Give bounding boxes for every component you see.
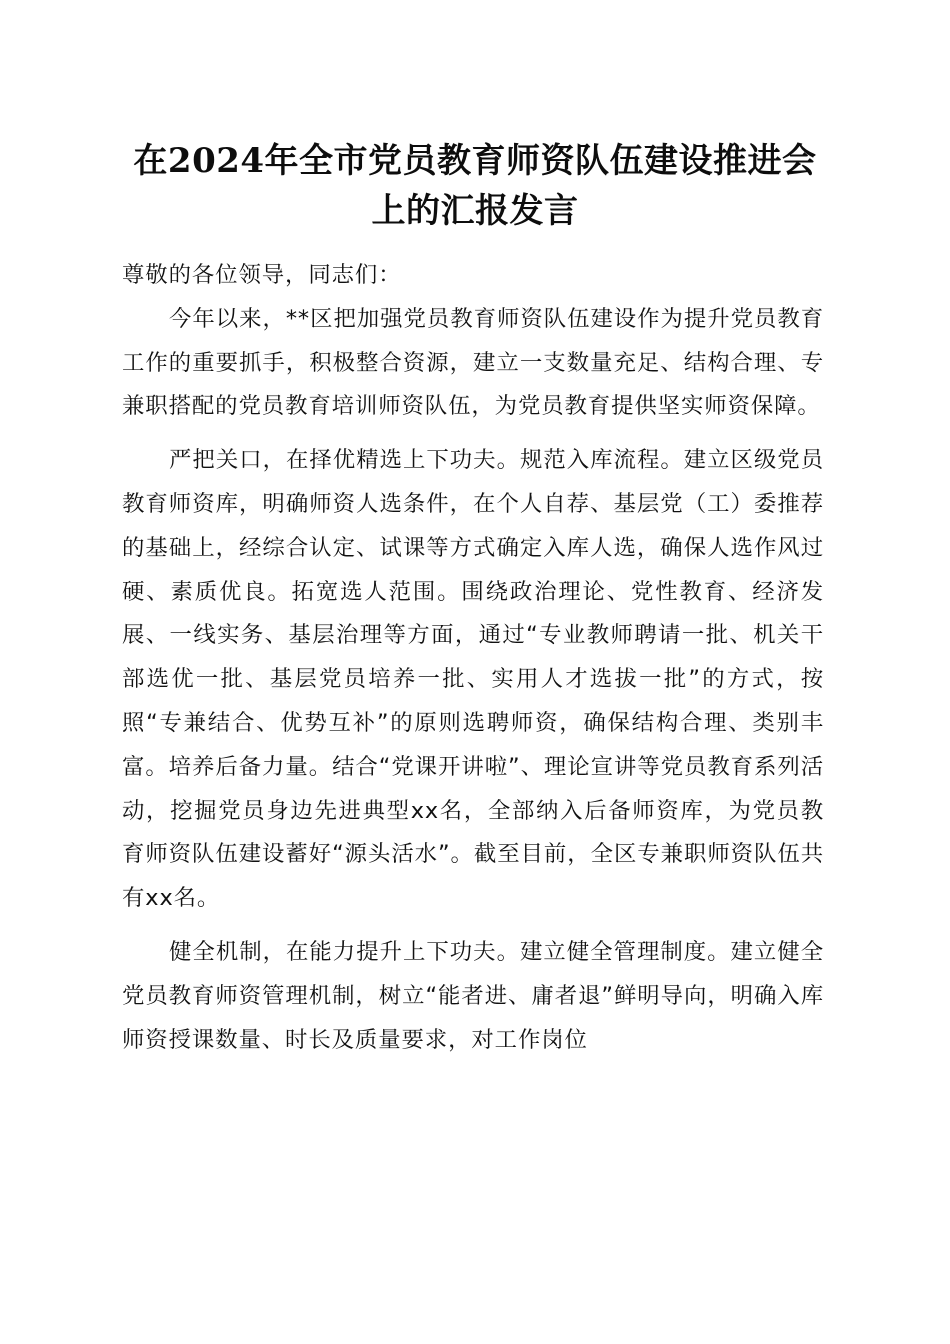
salutation: 尊敬的各位领导，同志们： — [122, 262, 402, 288]
title-line-2: 上的汇报发言 — [371, 191, 579, 231]
title-line-1: 在2024年全市党员教育师资队伍建设推进会 — [133, 141, 817, 181]
document-body — [122, 254, 824, 1062]
paragraph-intro: 今年以来，**区把加强党员教育师资队伍建设作为提升党员教育工作的重要抓手，积极整合资源，建立一支数量充足、结构合理、专兼职搭配的党员教育培训师资队伍，为党员教育提供坚实师资保障。 — [122, 305, 824, 420]
document-title — [110, 136, 840, 236]
paragraph-selection: 严把关口，在择优精选上下功夫。规范入库流程。建立区级党员教育师资库，明确师资人选条件，在个人自荐、基层党（工）委推荐的基础上，经综合认定、试课等方式确定入库人选，确保人选作风过硬、素质优良。拓宽选人范围。围绕政治理论、党性教育、经济发展、一线实务、基层治理等方面，通过“专业教师聘请一批、机关干部选优一批、基层党员培养一批、实用人才选拔一批”的方式，按照“专兼结合、优势互补”的原则选聘师资，确保结构合理、类别丰富。培养后备力量。结合“党课开讲啦”、理论宣讲等党员教育系列活动，挖掘党员身边先进典型xx名，全部纳入后备师资库，为党员教育师资队伍建设蓄好“源头活水”。截至目前，全区专兼职师资队伍共有xx名。 — [122, 447, 824, 912]
paragraph-mechanism: 健全机制，在能力提升上下功夫。建立健全管理制度。建立健全党员教育师资管理机制，树立“能者进、庸者退”鲜明导向，明确入库师资授课数量、时长及质量要求，对工作岗位 — [122, 938, 824, 1053]
